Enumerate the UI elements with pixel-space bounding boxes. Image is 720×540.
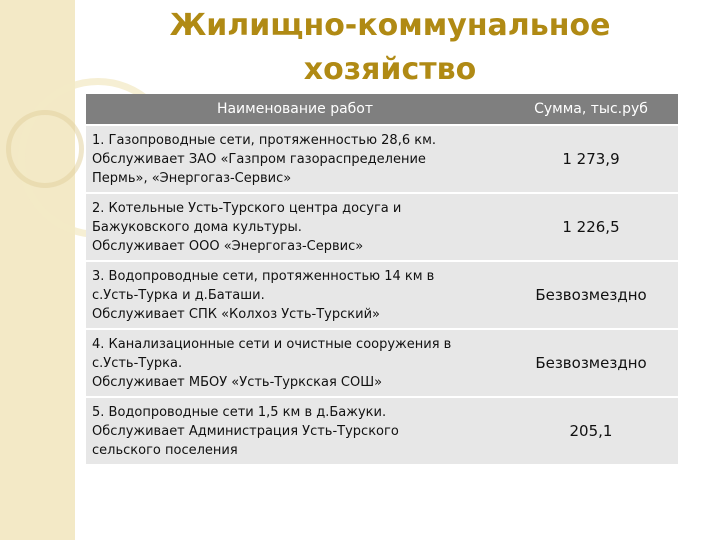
decorative-circle-small: [6, 110, 84, 188]
description-line: Пермь», «Энергогаз-Сервис»: [92, 170, 292, 186]
description-line: 1. Газопроводные сети, протяженностью 28,6 км.: [92, 132, 437, 148]
description-line: 4. Канализационные сети и очистные сооружения в: [92, 336, 452, 352]
works-table: [86, 94, 678, 466]
description-line: 5. Водопроводные сети 1,5 км в д.Бажуки.: [92, 404, 387, 420]
description-line: с.Усть-Турка и д.Баташи.: [92, 287, 265, 303]
description-line: Обслуживает МБОУ «Усть-Туркская СОШ»: [92, 374, 383, 390]
description-line: 2. Котельные Усть-Турского центра досуга и: [92, 200, 402, 216]
table-row: [86, 397, 678, 465]
table-row: [86, 261, 678, 329]
description-line: Обслуживает ЗАО «Газпром газораспределение: [92, 151, 426, 167]
work-description: [86, 193, 504, 261]
work-amount: Безвозмездно: [504, 329, 678, 397]
header-amount: Сумма, тыс.руб: [504, 94, 678, 125]
table-row: [86, 329, 678, 397]
work-amount: Безвозмездно: [504, 261, 678, 329]
work-description: [86, 397, 504, 465]
decorative-sidebar: [0, 0, 75, 540]
title-line-2: хозяйство: [303, 52, 477, 87]
title-line-1: Жилищно-коммунальное: [169, 8, 611, 43]
header-name: Наименование работ: [86, 94, 504, 125]
description-line: Обслуживает ООО «Энергогаз-Сервис»: [92, 238, 364, 254]
work-amount: 1 273,9: [504, 125, 678, 193]
description-line: Бажуковского дома культуры.: [92, 219, 302, 235]
description-line: Обслуживает СПК «Колхоз Усть-Турский»: [92, 306, 380, 322]
work-amount: 205,1: [504, 397, 678, 465]
table-header-row: [86, 94, 678, 125]
table-row: [86, 193, 678, 261]
table-row: [86, 125, 678, 193]
work-description: [86, 261, 504, 329]
work-amount: 1 226,5: [504, 193, 678, 261]
description-line: с.Усть-Турка.: [92, 355, 183, 371]
description-line: Обслуживает Администрация Усть-Турского: [92, 423, 399, 439]
description-line: 3. Водопроводные сети, протяженностью 14 км в: [92, 268, 435, 284]
page-title: [160, 4, 620, 92]
work-description: [86, 125, 504, 193]
description-line: сельского поселения: [92, 442, 238, 458]
work-description: [86, 329, 504, 397]
